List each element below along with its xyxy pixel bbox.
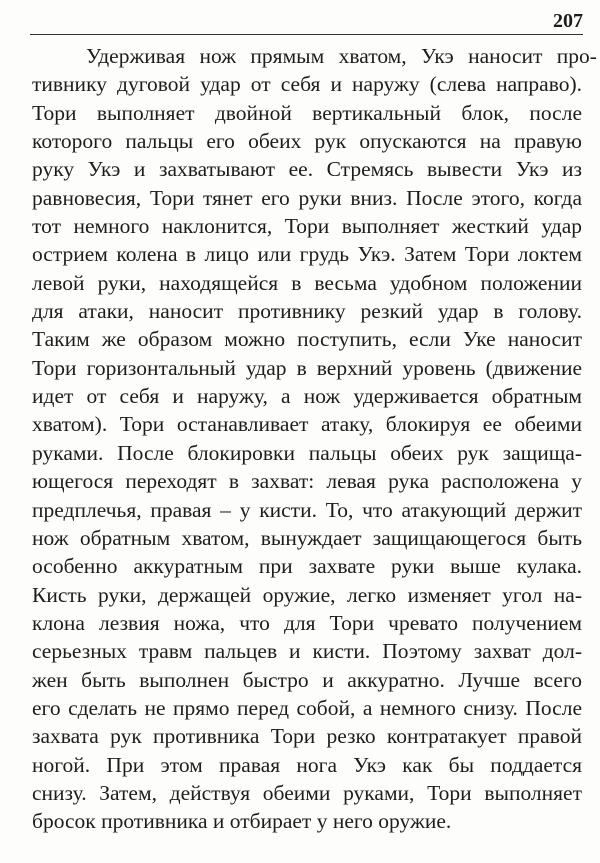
text-line: предплечья, правая – у кисти. То, что атакующий держит (32, 497, 582, 522)
text-line: идет от себя и наружу, а нож удерживается обратным (32, 384, 582, 409)
text-line: Удерживая нож прямым хватом, Укэ наносит про- (86, 44, 597, 68)
body-text (32, 42, 597, 836)
text-line: жен быть выполнен быстро и аккуратно. Лучше всего (32, 667, 582, 692)
text-line: ющегося переходят в захват: левая рука расположена у (32, 469, 582, 494)
text-line: Кисть руки, держащей оружие, легко изменяет угол на- (32, 582, 582, 607)
text-line: для атаки, наносит противнику резкий удар в голову. (32, 299, 582, 324)
text-line: клона лезвия ножа, что для Тори чревато получением (32, 610, 582, 635)
text-line: серьезных травм пальцев и кисти. Поэтому захват дол- (32, 639, 582, 664)
text-line: особенно аккуратным при захвате руки выше кулака. (32, 554, 582, 579)
text-line: Таким же образом можно поступить, если Уке наносит (32, 327, 582, 352)
text-line: руками. После блокировки пальцы обеих рук защища- (32, 440, 582, 465)
text-line: которого пальцы его обеих рук опускаются на правую (32, 129, 582, 154)
text-line: острием колена в лицо или грудь Укэ. Затем Тори локтем (32, 242, 582, 267)
text-line: равновесия, Тори тянет его руки вниз. После этого, когда (32, 185, 582, 210)
text-line: нож обратным хватом, вынуждает защищающегося быть (32, 525, 582, 550)
text-line: тот немного наклонится, Тори выполняет жесткий удар (32, 214, 582, 239)
text-line: бросок противника и отбирает у него оружие. (32, 809, 452, 834)
text-line: Тори горизонтальный удар в верхний уровень (движение (32, 355, 582, 380)
text-line: левой руки, находящейся в весьма удобном положении (32, 270, 582, 295)
text-line: его сделать не прямо перед собой, а немного снизу. После (32, 695, 582, 720)
text-line: хватом). Тори останавливает атаку, блокируя ее обеими (32, 412, 582, 437)
text-line: захвата рук противника Тори резко контратакует правой (32, 724, 582, 749)
text-line: снизу. Затем, действуя обеими руками, Тори выполняет (32, 780, 582, 805)
header-rule (30, 34, 583, 35)
page-number: 207 (553, 10, 583, 32)
text-line: Тори выполняет двойной вертикальный блок, после (32, 100, 582, 125)
text-line: тивнику дуговой удар от себя и наружу (слева направо). (32, 72, 582, 97)
text-line: ногой. При этом правая нога Укэ как бы поддается (32, 752, 582, 777)
text-line: руку Укэ и захватывают ее. Стремясь вывести Укэ из (32, 157, 582, 182)
